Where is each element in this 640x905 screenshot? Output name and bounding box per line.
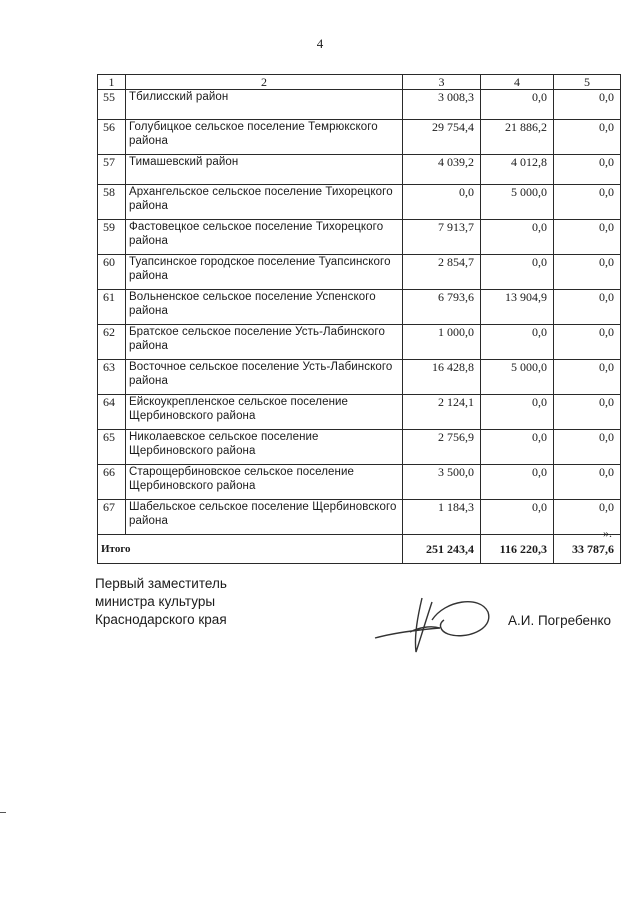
table-row	[98, 155, 621, 185]
row-col-4: 0,0	[481, 325, 554, 360]
table-row	[98, 290, 621, 325]
table-row	[98, 360, 621, 395]
row-name: Восточное сельское поселение Усть-Лабинского района	[126, 360, 403, 395]
row-name: Фастовецкое сельское поселение Тихорецкого района	[126, 220, 403, 255]
row-col-3: 2 854,7	[403, 255, 481, 290]
row-name: Старощербиновское сельское поселение Щербиновского района	[126, 465, 403, 500]
row-number: 63	[98, 360, 126, 395]
total-label: Итого	[98, 535, 403, 564]
signer-name: А.И. Погребенко	[508, 613, 612, 628]
page-number: 4	[316, 36, 324, 51]
row-col-3: 3 500,0	[403, 465, 481, 500]
header-col-3: 3	[403, 75, 481, 90]
table-row	[98, 220, 621, 255]
table-total-row	[98, 535, 621, 564]
row-col-4: 0,0	[481, 395, 554, 430]
row-col-5: 0,0	[554, 290, 621, 325]
row-number: 67	[98, 500, 126, 535]
table-row	[98, 185, 621, 220]
table-row	[98, 90, 621, 120]
row-number: 59	[98, 220, 126, 255]
row-number: 57	[98, 155, 126, 185]
total-c4: 116 220,3	[481, 535, 554, 564]
closing-quote: ».	[603, 526, 612, 540]
row-number: 55	[98, 90, 126, 120]
row-number: 66	[98, 465, 126, 500]
signer-title-line-2: министра культуры	[95, 594, 216, 609]
table-header-row	[98, 75, 621, 90]
row-name: Братское сельское поселение Усть-Лабинского района	[126, 325, 403, 360]
row-col-5: 0,0	[554, 395, 621, 430]
row-col-5: 0,0	[554, 220, 621, 255]
row-col-4: 13 904,9	[481, 290, 554, 325]
row-col-4: 5 000,0	[481, 360, 554, 395]
row-col-5: 0,0	[554, 465, 621, 500]
row-col-4: 0,0	[481, 90, 554, 120]
row-col-3: 4 039,2	[403, 155, 481, 185]
handwritten-signature	[370, 590, 510, 665]
table-row	[98, 500, 621, 535]
header-col-4: 4	[481, 75, 554, 90]
row-number: 60	[98, 255, 126, 290]
table-row	[98, 325, 621, 360]
row-name: Туапсинское городское поселение Туапсинского района	[126, 255, 403, 290]
row-col-4: 0,0	[481, 430, 554, 465]
row-col-4: 0,0	[481, 255, 554, 290]
row-col-5: 0,0	[554, 325, 621, 360]
row-name: Тимашевский район	[126, 155, 403, 185]
row-col-4: 4 012,8	[481, 155, 554, 185]
row-col-5: 0,0	[554, 185, 621, 220]
row-number: 64	[98, 395, 126, 430]
signer-title-line-3: Краснодарского края	[95, 612, 227, 627]
header-col-1: 1	[98, 75, 126, 90]
row-col-3: 3 008,3	[403, 90, 481, 120]
row-name: Ейскоукрепленское сельское поселение Щербиновского района	[126, 395, 403, 430]
row-col-3: 0,0	[403, 185, 481, 220]
row-name: Вольненское сельское поселение Успенского района	[126, 290, 403, 325]
row-col-3: 2 756,9	[403, 430, 481, 465]
row-col-5: 0,0	[554, 500, 621, 535]
row-col-4: 0,0	[481, 220, 554, 255]
header-col-5: 5	[554, 75, 621, 90]
row-col-3: 7 913,7	[403, 220, 481, 255]
table-row	[98, 395, 621, 430]
table-body	[98, 75, 621, 564]
row-col-3: 29 754,4	[403, 120, 481, 155]
row-col-5: 0,0	[554, 360, 621, 395]
signer-title-line-1: Первый заместитель	[95, 576, 227, 591]
row-col-5: 0,0	[554, 90, 621, 120]
row-col-3: 16 428,8	[403, 360, 481, 395]
row-col-4: 0,0	[481, 465, 554, 500]
signature-block	[95, 575, 227, 629]
row-col-3: 2 124,1	[403, 395, 481, 430]
row-col-4: 5 000,0	[481, 185, 554, 220]
row-number: 62	[98, 325, 126, 360]
row-number: 65	[98, 430, 126, 465]
table-row	[98, 465, 621, 500]
row-number: 61	[98, 290, 126, 325]
row-col-5: 0,0	[554, 430, 621, 465]
table-row	[98, 430, 621, 465]
table-row	[98, 255, 621, 290]
row-number: 58	[98, 185, 126, 220]
row-name: Голубицкое сельское поселение Темрюкского района	[126, 120, 403, 155]
row-name: Тбилисский район	[126, 90, 403, 120]
row-name: Шабельское сельское поселение Щербиновского района	[126, 500, 403, 535]
table-row	[98, 120, 621, 155]
total-c3: 251 243,4	[403, 535, 481, 564]
row-col-3: 6 793,6	[403, 290, 481, 325]
row-col-5: 0,0	[554, 255, 621, 290]
row-col-3: 1 000,0	[403, 325, 481, 360]
row-col-5: 0,0	[554, 155, 621, 185]
allocation-table	[97, 74, 621, 564]
row-col-3: 1 184,3	[403, 500, 481, 535]
row-col-4: 0,0	[481, 500, 554, 535]
row-col-4: 21 886,2	[481, 120, 554, 155]
row-name: Архангельское сельское поселение Тихорецкого района	[126, 185, 403, 220]
margin-mark	[0, 812, 6, 813]
header-col-2: 2	[126, 75, 403, 90]
row-name: Николаевское сельское поселение Щербиновского района	[126, 430, 403, 465]
total-c5: 33 787,6	[554, 535, 621, 564]
row-number: 56	[98, 120, 126, 155]
row-col-5: 0,0	[554, 120, 621, 155]
